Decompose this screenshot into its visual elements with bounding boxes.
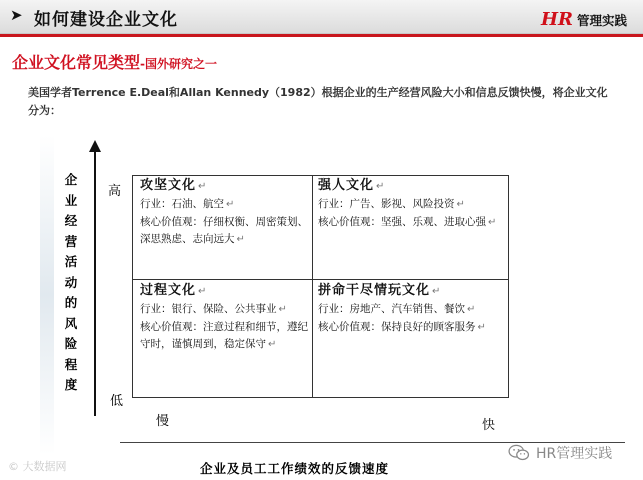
high-label: 高	[108, 184, 122, 199]
return-mark-icon: ↵	[278, 304, 287, 315]
quadrant-horizontal-divider	[132, 279, 509, 280]
quadrant-industry: 行业：广告、影视、风险投资	[318, 198, 455, 210]
quadrant-industry: 行业：石油、航空	[140, 198, 224, 210]
return-mark-icon: ↵	[226, 199, 235, 210]
quadrant-title: 过程文化	[140, 283, 197, 298]
return-mark-icon: ↵	[456, 199, 465, 210]
y-axis-label: 企业经营活动的风险程度	[64, 172, 78, 392]
y-axis-line	[94, 150, 96, 416]
description-text: 美国学者Terrence E.Deal和Allan Kennedy（1982）根据企业的生产经营风险大小和信息反馈快慢，将企业文化分为：	[28, 86, 608, 117]
brand-logo	[541, 9, 627, 30]
return-mark-icon: ↵	[236, 234, 245, 245]
quadrant-values: 核心价值观：保持良好的顾客服务	[318, 320, 476, 333]
return-mark-icon: ↵	[376, 181, 385, 192]
quadrant-work-hard-play-hard	[318, 281, 508, 336]
quadrant-industry: 行业：房地产、汽车销售、餐饮	[318, 303, 465, 315]
low-label: 低	[110, 394, 124, 409]
return-mark-icon: ↵	[477, 321, 486, 333]
quadrant-vertical-divider	[312, 175, 313, 398]
side-decoration	[40, 135, 54, 455]
quadrant-title: 强人文化	[318, 178, 375, 193]
slow-label: 慢	[156, 414, 170, 429]
quadrant-values: 核心价值观：仔细权衡、周密策划、深思熟虑、志向远大	[140, 215, 308, 245]
watermark-left: © 大数据网	[8, 460, 67, 473]
section-subtitle	[12, 50, 217, 73]
return-mark-icon: ↵	[432, 286, 441, 297]
quadrant-process	[140, 281, 308, 354]
quadrant-title: 拼命干尽情玩文化	[318, 283, 431, 298]
quadrant-industry: 行业：银行、保险、公共事业	[140, 303, 277, 315]
header-divider	[0, 34, 643, 37]
fast-label: 快	[482, 418, 496, 433]
return-mark-icon: ↵	[198, 181, 207, 192]
wechat-icon	[508, 444, 530, 462]
brand-name: 管理实践	[576, 13, 627, 28]
header-bar	[0, 0, 643, 34]
quadrant-values: 核心价值观：注意过程和细节，遵纪守时，谨慎周到，稳定保守	[140, 320, 308, 350]
quadrant-tough-guy	[140, 176, 308, 249]
bullet-arrow-icon: ➤	[10, 6, 23, 24]
return-mark-icon: ↵	[198, 286, 207, 297]
return-mark-icon: ↵	[268, 339, 277, 350]
watermark-right	[508, 443, 612, 463]
slide-title: 如何建设企业文化	[34, 10, 178, 30]
quadrant-strongman	[318, 176, 508, 231]
quadrant-values: 核心价值观：坚强、乐观、进取心强	[318, 215, 486, 228]
return-mark-icon: ↵	[467, 304, 476, 315]
return-mark-icon: ↵	[488, 216, 497, 228]
subtitle-main: 企业文化常见类型	[12, 53, 141, 72]
subtitle-suffix: -国外研究之一	[140, 57, 217, 71]
quadrant-title: 攻坚文化	[140, 178, 197, 193]
brand-hr-mark: HR	[541, 9, 573, 30]
x-axis-label: 企业及员工工作绩效的反馈速度	[200, 461, 390, 476]
watermark-right-text: HR管理实践	[536, 446, 613, 462]
